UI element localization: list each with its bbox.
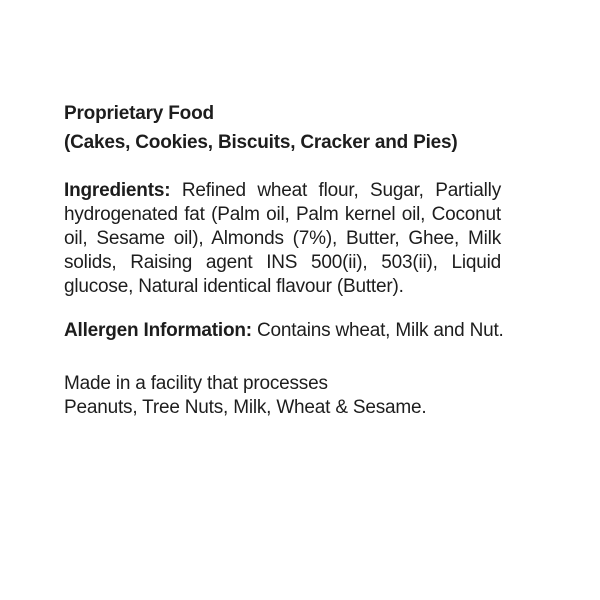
ingredients-paragraph [64, 179, 501, 299]
allergen-label: Allergen Information: [64, 320, 252, 341]
ingredients-text-line-1: Refined wheat flour, Sugar, Partially [181, 180, 501, 201]
ingredients-text-line-5: glucose, Natural identical flavour (Butter). [64, 276, 404, 297]
ingredients-line [64, 179, 501, 203]
ingredients-text-line-2: hydrogenated fat (Palm oil, Palm kernel oil, Coconut [64, 204, 501, 225]
food-label [64, 99, 504, 420]
ingredients-text-line-4: solids, Raising agent INS 500(ii), 503(ii), Liquid [64, 252, 501, 273]
ingredients-label: Ingredients: [64, 180, 171, 201]
ingredients-text-line-3: oil, Sesame oil), Almonds (7%), Butter, Ghee, Milk [64, 228, 501, 249]
facility-line-1: Made in a facility that processes [64, 373, 328, 394]
allergen-info-line [64, 319, 504, 343]
facility-statement [64, 372, 501, 420]
facility-line-2: Peanuts, Tree Nuts, Milk, Wheat & Sesame. [64, 397, 427, 418]
allergen-text: Contains wheat, Milk and Nut. [257, 320, 504, 341]
product-type-title: Proprietary Food [64, 103, 214, 124]
product-categories-subtitle: (Cakes, Cookies, Biscuits, Cracker and Pies) [64, 132, 458, 153]
